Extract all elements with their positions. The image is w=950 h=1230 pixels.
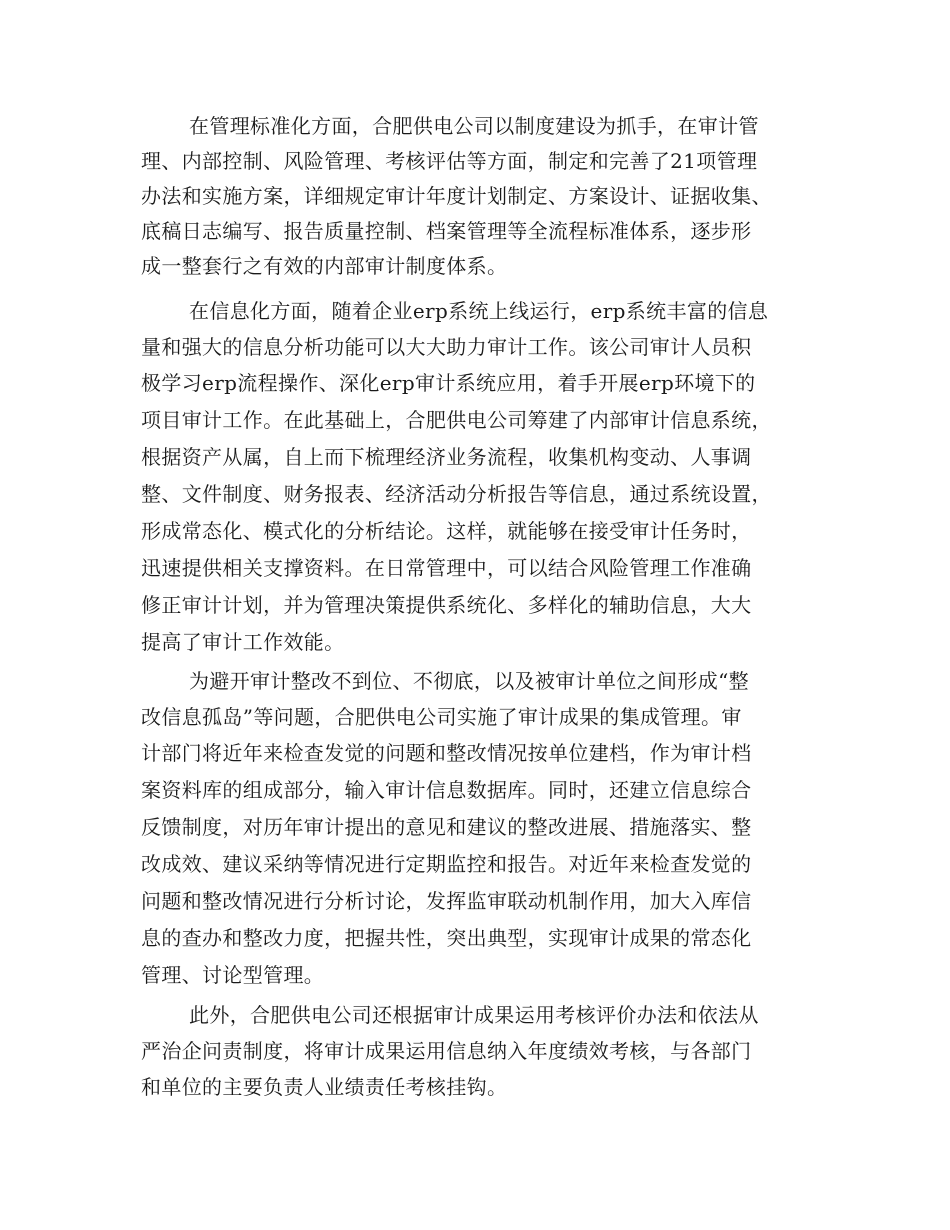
paragraph-1-line-4: 底稿日志编写、报告质量控制、档案管理等全流程标准体系，逐步形 (141, 219, 752, 243)
paragraph-4-line-1: 此外，合肥供电公司还根据审计成果运用考核评价办法和依法从 (189, 1003, 759, 1027)
paragraph-3-line-5: 反馈制度，对历年审计提出的意见和建议的整改进展、措施落实、整 (141, 815, 752, 839)
paragraph-3-line-1: 为避开审计整改不到位、不彻底，以及被审计单位之间形成“整 (189, 669, 750, 693)
paragraph-2-line-4: 项目审计工作。在此基础上，合肥供电公司筹建了内部审计信息系统， (141, 408, 772, 432)
paragraph-1-line-2: 理、内部控制、风险管理、考核评估等方面，制定和完善了21项管理 (141, 149, 758, 173)
paragraph-3-line-9: 管理、讨论型管理。 (141, 963, 325, 987)
paragraph-4-line-3: 和单位的主要负责人业绩责任考核挂钩。 (141, 1075, 508, 1099)
paragraph-2-line-5: 根据资产从属，自上而下梳理经济业务流程，收集机构变动、人事调 (141, 445, 752, 469)
paragraph-1-line-3: 办法和实施方案，详细规定审计年度计划制定、方案设计、证据收集、 (141, 184, 772, 208)
paragraph-3-line-3: 计部门将近年来检查发觉的问题和整改情况按单位建档，作为审计档 (141, 741, 752, 765)
paragraph-2-line-1: 在信息化方面，随着企业erp系统上线运行，erp系统丰富的信息 (189, 299, 769, 323)
paragraph-3-line-4: 案资料库的组成部分，输入审计信息数据库。同时，还建立信息综合 (141, 778, 752, 802)
paragraph-3-line-7: 问题和整改情况进行分析讨论，发挥监审联动机制作用，加大入库信 (141, 889, 752, 913)
paragraph-2-line-6: 整、文件制度、财务报表、经济活动分析报告等信息，通过系统设置， (141, 482, 772, 506)
paragraph-3-line-8: 息的查办和整改力度，把握共性，突出典型，实现审计成果的常态化 (141, 926, 752, 950)
paragraph-2-line-8: 迅速提供相关支撑资料。在日常管理中，可以结合风险管理工作准确 (141, 556, 752, 580)
paragraph-4-line-2: 严治企问责制度，将审计成果运用信息纳入年度绩效考核，与各部门 (141, 1039, 752, 1063)
paragraph-1-line-5: 成一整套行之有效的内部审计制度体系。 (141, 254, 508, 278)
paragraph-3-line-6: 改成效、建议采纳等情况进行定期监控和报告。对近年来检查发觉的 (141, 852, 752, 876)
paragraph-2-line-3: 极学习erp流程操作、深化erp审计系统应用，着手开展erp环境下的 (141, 371, 756, 395)
paragraph-2-line-10: 提高了审计工作效能。 (141, 630, 345, 654)
paragraph-2-line-2: 量和强大的信息分析功能可以大大助力审计工作。该公司审计人员积 (141, 335, 752, 359)
paragraph-3-line-2: 改信息孤岛”等问题，合肥供电公司实施了审计成果的集成管理。审 (141, 705, 742, 729)
paragraph-2-line-7: 形成常态化、模式化的分析结论。这样，就能够在接受审计任务时， (141, 519, 752, 543)
paragraph-1-line-1: 在管理标准化方面，合肥供电公司以制度建设为抓手，在审计管 (189, 114, 759, 138)
paragraph-2-line-9: 修正审计计划，并为管理决策提供系统化、多样化的辅助信息，大大 (141, 593, 752, 617)
